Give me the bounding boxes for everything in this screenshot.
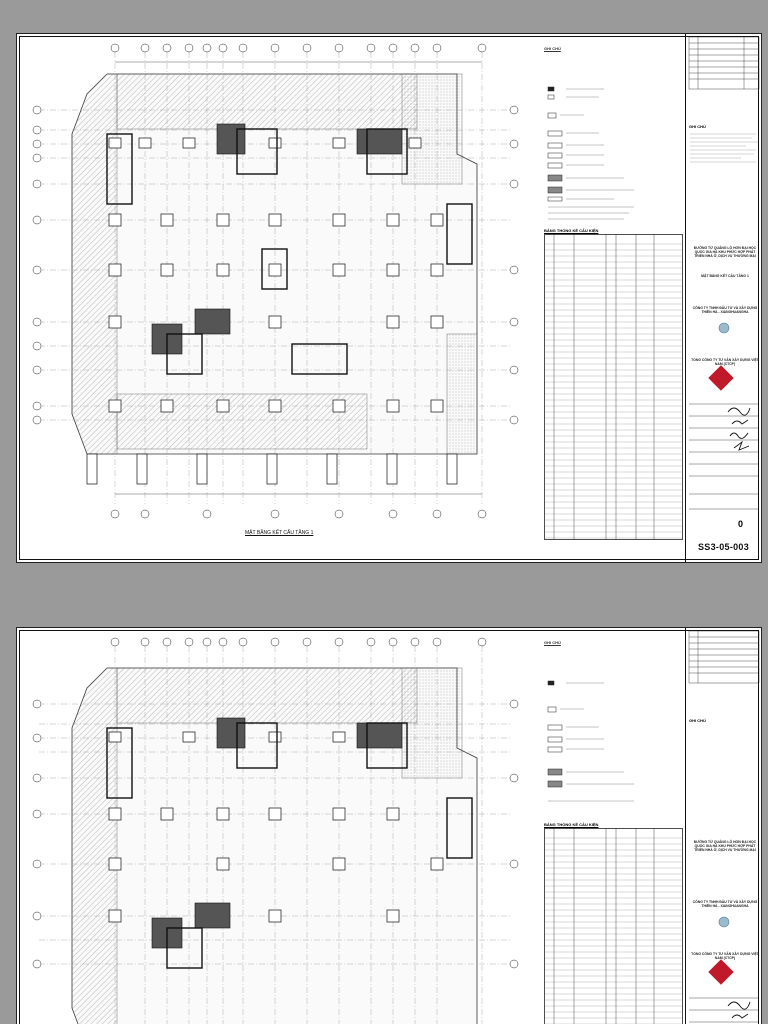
floor-plan [17, 628, 537, 1024]
developer-logo [714, 915, 734, 929]
consultant-name: TỔNG CÔNG TY TƯ VẤN XÂY DỰNG VIỆT NAM (CTCP) [691, 952, 759, 960]
revision-table [686, 628, 762, 688]
floor-plan [17, 34, 537, 563]
schedule-table [544, 234, 683, 540]
consultant-name: TỔNG CÔNG TY TƯ VẤN XÂY DỰNG VIỆT NAM (CTCP) [691, 358, 759, 366]
legend-title: GHI CHÚ [544, 640, 561, 645]
drawing-sheet-1 [16, 33, 762, 563]
revision-number: 0 [738, 519, 744, 529]
legend-symbols [544, 645, 694, 815]
notes-lines [686, 130, 762, 240]
signature-block [686, 988, 762, 1024]
consultant-logo [708, 959, 733, 984]
schedule-title: BẢNG THỐNG KÊ CẤU KIỆN [544, 822, 599, 827]
schedule-table [544, 828, 683, 1024]
developer-name: CÔNG TY TNHH ĐẦU TƯ VÀ XÂY DỰNG THIÊN HÀ - XIANGHUANGHA [692, 900, 758, 908]
project-name: ĐƯỜNG TỪ QUẢNG LỘ HƠN ĐẠI HỌC QUỐC GIA HÀ KHU PHỨC HỢP PHÁT TRIỂN NHÀ Ở, DỊCH VỤ THƯƠNG MẠI [693, 246, 757, 258]
legend [544, 640, 694, 816]
notes-title: GHI CHÚ [689, 718, 706, 723]
title-block [685, 34, 762, 562]
legend [544, 46, 694, 222]
drawing-sheet-2 [16, 627, 762, 1024]
drawing-name: MẶT BẰNG KẾT CẤU TẦNG 1 [701, 274, 749, 278]
revision-table [686, 34, 762, 94]
developer-logo [714, 321, 734, 335]
consultant-logo [708, 365, 733, 390]
title-block [685, 628, 762, 1024]
legend-symbols [544, 51, 694, 221]
signature-block [686, 394, 762, 524]
sheet-number: SS3-05-003 [698, 542, 750, 552]
plan-title: MẶT BẰNG KẾT CẤU TẦNG 1 [245, 530, 314, 536]
developer-name: CÔNG TY TNHH ĐẦU TƯ VÀ XÂY DỰNG THIÊN HÀ - XIANGHUANGHA [692, 306, 758, 314]
notes-title: GHI CHÚ [689, 124, 706, 129]
legend-title: GHI CHÚ [544, 46, 561, 51]
project-name: ĐƯỜNG TỪ QUẢNG LỘ HƠN ĐẠI HỌC QUỐC GIA HÀ KHU PHỨC HỢP PHÁT TRIỂN NHÀ Ở, DỊCH VỤ THƯƠNG MẠI [693, 840, 757, 852]
schedule-title: BẢNG THỐNG KÊ CẤU KIỆN [544, 228, 599, 233]
